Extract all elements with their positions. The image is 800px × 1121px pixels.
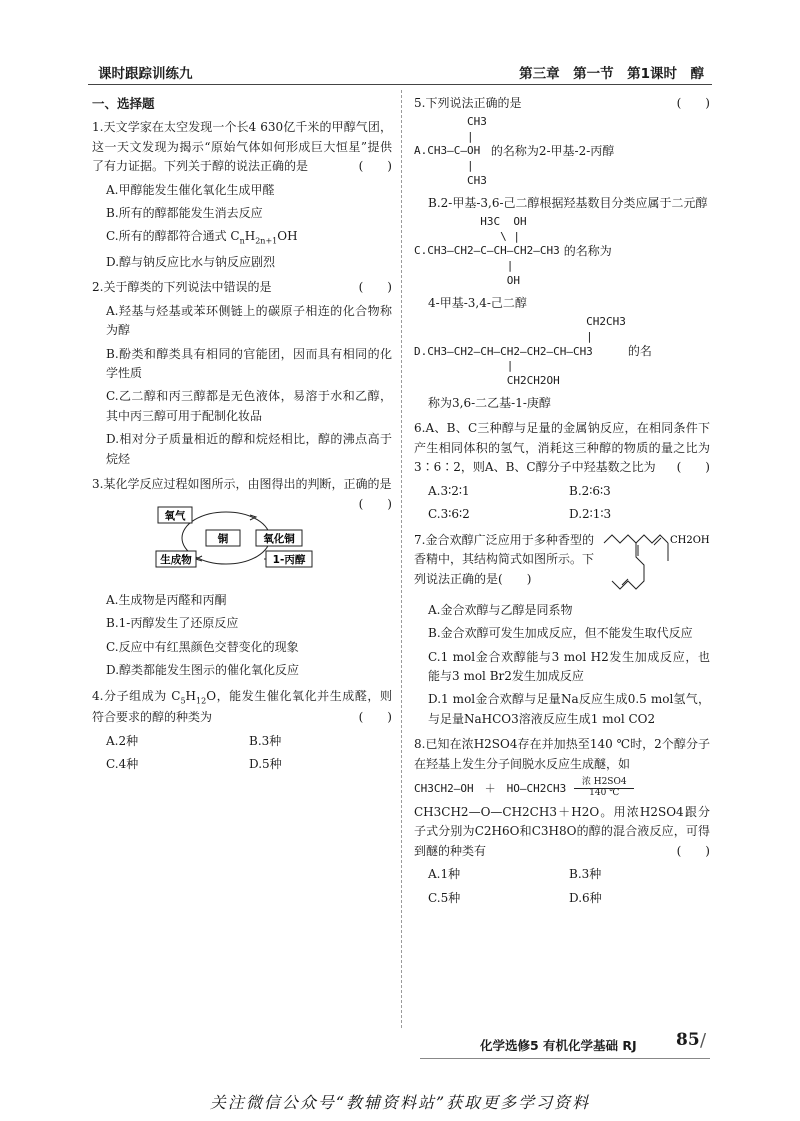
answer-paren: ( ) — [676, 843, 710, 858]
option-b: B.1-丙醇发生了还原反应 — [106, 616, 239, 631]
cuo-label: 氧化铜 — [263, 532, 295, 545]
answer-paren: ( ) — [358, 159, 392, 174]
ch2oh-label: CH2OH — [670, 534, 710, 546]
header-right: 第三章 第一节 第1课时 醇 — [519, 66, 704, 82]
reaction-arrow — [574, 778, 634, 799]
question-6 — [414, 419, 710, 524]
reaction-cycle-diagram — [154, 503, 314, 573]
option-d: D.1 mol金合欢醇与足量Na反应生成0.5 mol氢气，与足量NaHCO3溶液反应生成1 mol CO2 — [428, 692, 710, 726]
option-b: B.所有的醇都能发生消去反应 — [106, 206, 263, 220]
option-a: A.羟基与烃基或苯环侧链上的碳原子相连的化合物称为醇 — [106, 303, 392, 338]
watermark-note: 关注微信公众号“教辅资料站”获取更多学习资料 — [209, 1093, 591, 1112]
structure-c: H3C OH \ | C.CH3—CH2—C—CH—CH2—CH3 | OH — [414, 215, 560, 287]
question-stem-2: CH3CH2—O—CH2CH3＋H2O。用浓H2SO4跟分子式分别为C2H6O和C3H8O的醇的混合液反应，可得到醚的种类有 ( ) — [414, 803, 710, 861]
option-c: C.乙二醇和丙三醇都是无色液体，易溶于水和乙醇，其中丙三醇可用于配制化妆品 — [106, 389, 392, 423]
options-row — [414, 889, 710, 908]
structure-d: CH2CH3 | D.CH3—CH2—CH—CH2—CH2—CH—CH3 | CH2CH2OH — [414, 315, 626, 387]
footer-slash: / — [700, 1030, 707, 1051]
option-d: D.醇类都能发生图示的催化氧化反应 — [106, 663, 300, 678]
propanol-label: 1-丙醇 — [272, 553, 306, 566]
question-stem: 8.已知在浓H2SO4存在并加热至140 ℃时，2个醇分子在羟基上发生分子间脱水反应生成醚，如 — [414, 737, 710, 771]
options-row — [414, 482, 710, 501]
answer-paren: ( ) — [498, 571, 532, 586]
option-c: C.4种 — [106, 757, 139, 771]
header-left: 课时跟踪训练九 — [98, 66, 193, 82]
question-stem: 5.下列说法正确的是 ( ) — [414, 94, 710, 113]
option-d: D.5种 — [249, 757, 282, 771]
answer-paren: ( ) — [358, 496, 392, 511]
option-a: A.2种 — [106, 733, 139, 748]
option-c: C.5种 — [428, 890, 461, 905]
option-c: C.3∶6∶2 — [428, 507, 470, 522]
right-column — [414, 94, 710, 914]
option-c-text: 的名称为 — [563, 244, 612, 259]
option-c: C.反应中有红黑颜色交替变化的现象 — [106, 639, 299, 654]
option-c: C.1 mol金合欢醇能与3 mol H2发生加成反应，也能与3 mol Br2发生加成反应 — [428, 649, 710, 683]
structure-a: CH3 | A.CH3—C—OH | CH3 — [414, 115, 487, 187]
option-d-text: 的名 — [627, 344, 652, 359]
question-4 — [92, 687, 392, 775]
option-a: A.甲醇能发生催化氧化生成甲醛 — [106, 182, 275, 197]
option-b: B.2-甲基-3,6-己二醇根据羟基数目分类应属于二元醇 — [428, 196, 708, 211]
option-c-name: 4-甲基-3,4-己二醇 — [428, 296, 527, 311]
header-rule — [88, 84, 712, 85]
question-stem: 6.A、B、C三种醇与足量的金属钠反应，在相同条件下产生相同体积的氢气，消耗这三种醇的物质的量之比为3∶6∶2，则A、B、C醇分子中羟基数之比为 ( ) — [414, 419, 710, 477]
answer-paren: ( ) — [676, 96, 710, 110]
option-a: A.生成物是丙醛和丙酮 — [106, 593, 227, 608]
option-d: D.2∶1∶3 — [569, 507, 612, 522]
question-2 — [92, 278, 392, 469]
question-stem: 4.分子组成为 $C_5H_{12}O$，能发生催化氧化并生成醛，则符合要求的醇的种类为 ( ) — [92, 687, 392, 728]
farnesol-structure — [594, 531, 710, 597]
condition-bottom: 140 ℃ — [589, 788, 620, 799]
copper-label: 铜 — [217, 532, 229, 545]
footer-book-title: 化学选修5 有机化学基础 RJ — [480, 1038, 637, 1053]
option-b: B.3种 — [249, 733, 282, 748]
answer-paren: ( ) — [358, 280, 392, 295]
question-8 — [414, 735, 710, 908]
question-3 — [92, 475, 392, 681]
option-c: C.所有的醇都符合通式 $C_nH_{2n+1}OH$ — [106, 229, 298, 246]
option-a-text: 的名称为2-甲基-2-丙醇 — [490, 144, 615, 158]
question-stem: 1.天文学家在太空发现一个长4 630亿千米的甲醇气团，这一天文发现为揭示“原始气体如何形成巨大恒星”提供了有力证据。下列关于醇的说法正确的是 ( ) — [92, 118, 392, 176]
option-d: D.6种 — [569, 890, 602, 905]
option-b: B.金合欢醇可发生加成反应，但不能发生取代反应 — [428, 626, 693, 641]
left-column — [92, 94, 392, 780]
page-number: 85 — [676, 1030, 700, 1050]
options-row — [92, 755, 392, 774]
option-b: B.酚类和醇类具有相同的官能团，因而具有相同的化学性质 — [106, 346, 392, 380]
option-d: D.醇与钠反应比水与钠反应剧烈 — [106, 254, 276, 269]
oxygen-label: 氧气 — [164, 509, 186, 522]
option-a: A.1种 — [428, 867, 461, 882]
option-d: D.相对分子质量相近的醇和烷烃相比，醇的沸点高于烷烃 — [106, 432, 392, 466]
section-title: 一、选择题 — [92, 96, 155, 111]
options-row — [414, 865, 710, 884]
options-row — [92, 732, 392, 751]
product-label: 生成物 — [160, 553, 192, 566]
footer-rule — [420, 1058, 710, 1059]
option-b: B.2∶6∶3 — [569, 483, 611, 498]
question-stem: 7.金合欢醇广泛应用于多种香型的香精中，其结构简式如图所示。下列说法正确的是( ) — [414, 532, 595, 586]
answer-paren: ( ) — [676, 460, 710, 475]
column-divider — [401, 90, 402, 1028]
option-b: B.3种 — [569, 867, 602, 882]
option-a: A.金合欢醇与乙醇是同系物 — [428, 602, 573, 617]
question-stem: 3.某化学反应过程如图所示，由图得出的判断，正确的是 ( ) — [92, 475, 392, 494]
question-7 — [414, 531, 710, 730]
option-d-name: 称为3,6-二乙基-1-庚醇 — [428, 396, 551, 411]
question-5 — [414, 94, 710, 413]
option-a: A.3∶2∶1 — [428, 483, 470, 498]
answer-paren: ( ) — [358, 710, 392, 725]
condition-top: 浓 H2SO4 — [581, 777, 627, 788]
equation-left: CH3CH2—OH ＋ HO—CH2CH3 — [414, 781, 567, 795]
question-stem: 2.关于醇类的下列说法中错误的是 ( ) — [92, 278, 392, 297]
question-1 — [92, 118, 392, 272]
options-row — [414, 505, 710, 524]
